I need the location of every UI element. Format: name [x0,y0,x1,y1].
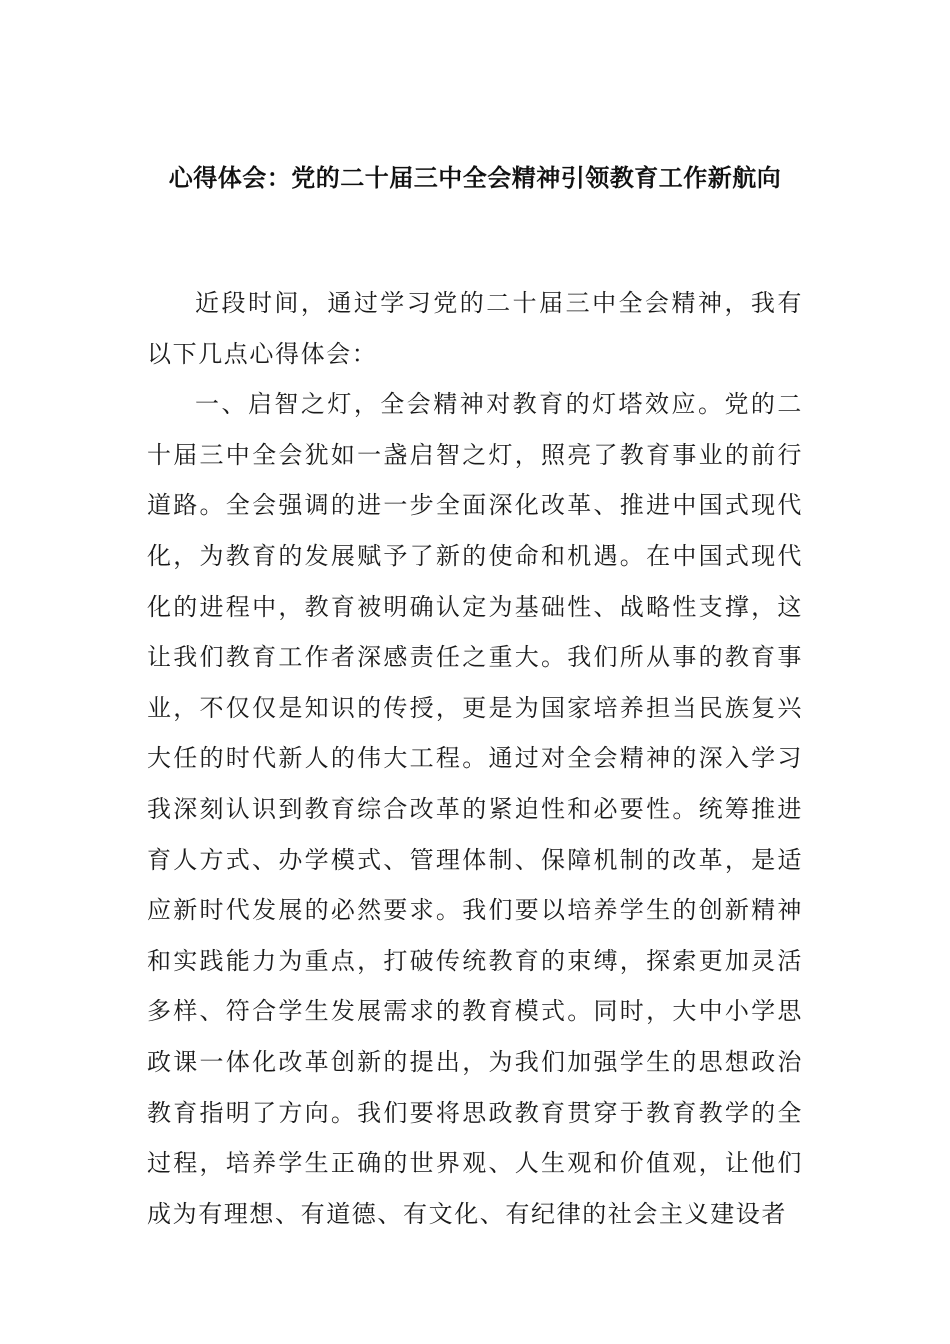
document-title: 心得体会：党的二十届三中全会精神引领教育工作新航向 [168,164,782,192]
intro-paragraph: 近段时间，通过学习党的二十届三中全会精神，我有以下几点心得体会： [147,289,803,368]
section-one-paragraph: 一、启智之灯，全会精神对教育的灯塔效应。党的二十届三中全会犹如一盏启智之灯，照亮了教育事业的前行道路。全会强调的进一步全面深化改革、推进中国式现代化，为教育的发展赋予了新的使命和机遇。在中国式现代化的进程中，教育被明确认定为基础性、战略性支撑，这让我们教育工作者深感责任之重大。我们所从事的教育事业，不仅仅是知识的传授，更是为国家培养担当民族复兴大任的时代新人的伟大工程。通过对全会精神的深入学习我深刻认识到教育综合改革的紧迫性和必要性。统筹推进育人方式、办学模式、管理体制、保障机制的改革，是适应新时代发展的必然要求。我们要以培养学生的创新精神和实践能力为重点，打破传统教育的束缚，探索更加灵活多样、符合学生发展需求的教育模式。同时，大中小学思政课一体化改革创新的提出，为我们加强学生的思想政治教育指明了方向。我们要将思政教育贯穿于教育教学的全过程，培养学生正确的世界观、人生观和价值观，让他们成为有理想、有道德、有文化、有纪律的社会主义建设者 [147,390,803,1228]
document-body [147,278,803,1239]
